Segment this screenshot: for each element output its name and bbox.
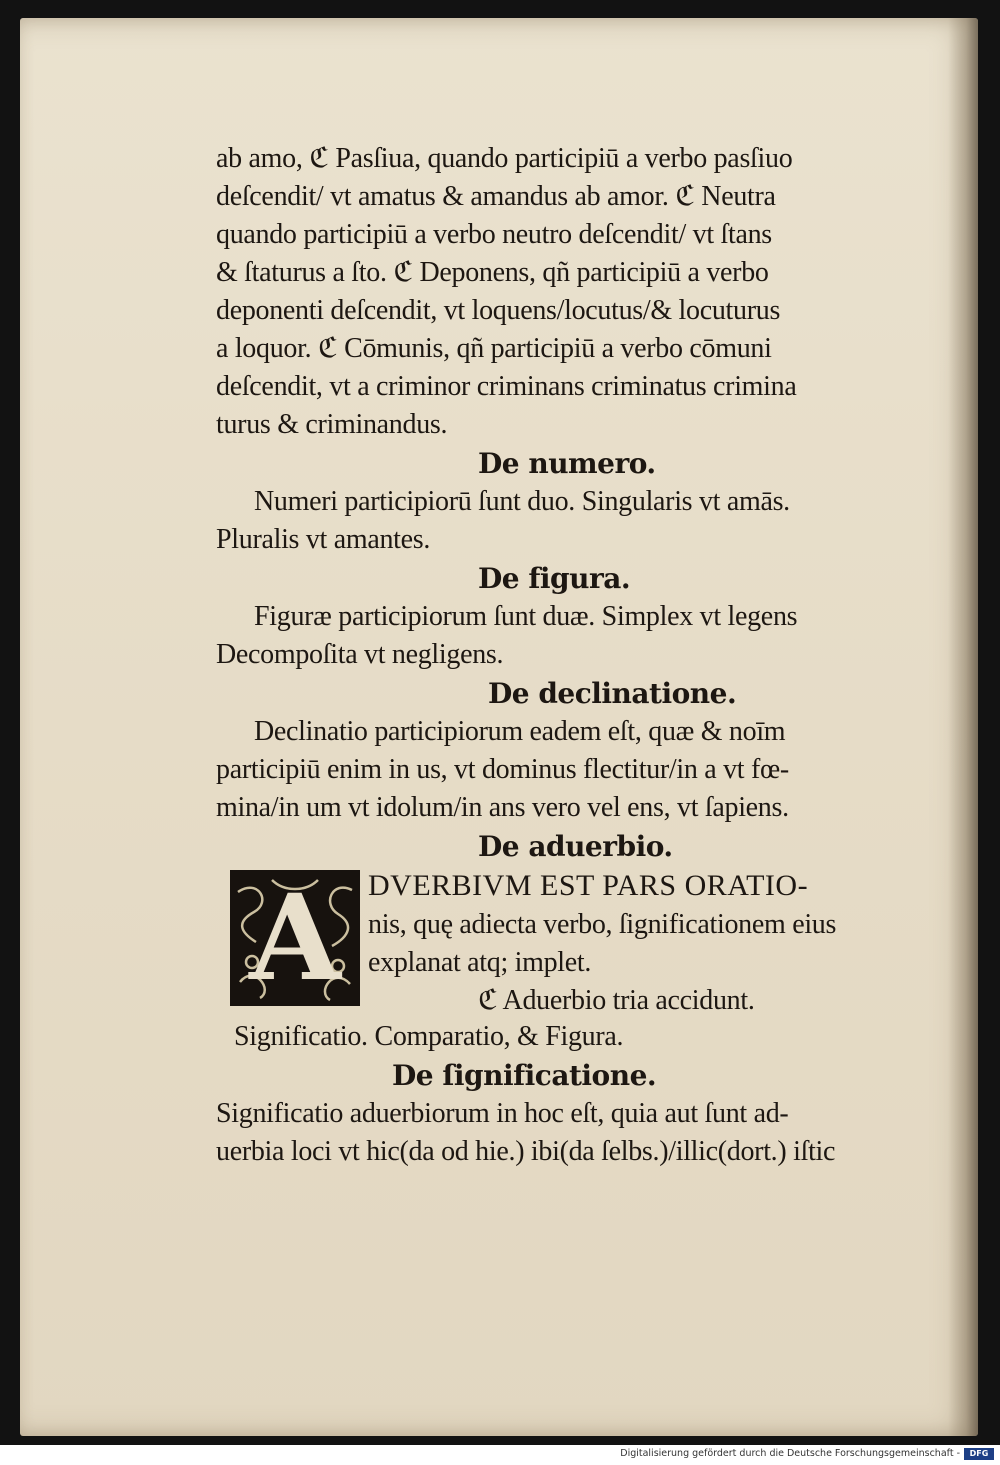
text-line: explanat atq; implet. xyxy=(368,947,592,978)
decorated-initial-section xyxy=(216,866,951,1018)
decorated-initial xyxy=(230,870,360,1006)
heading-de-figura: De figura. xyxy=(478,562,631,595)
text-beside-initial xyxy=(368,866,968,1020)
text-line: Declinatio participiorum eadem eſt, quæ & noīm xyxy=(254,716,786,747)
heading-de-aduerbio: De aduerbio. xyxy=(478,830,673,863)
text-line: deponenti deſcendit, vt loquens/locutus/& locuturus xyxy=(216,295,781,326)
initial-letter: A xyxy=(249,870,341,1006)
text-line: nis, quę adiecta verbo, ſignificationem eius xyxy=(368,909,837,940)
text-line: ab amo, ℭ Pasſiua, quando participiū a verbo pasſiuo xyxy=(216,143,793,174)
text-line: turus & criminandus. xyxy=(216,409,448,440)
text-line-capitals: DVERBIVM EST PARS ORATIO- xyxy=(368,869,809,902)
text-line: mina/in um vt idolum/in ans vero vel ens, vt ſapiens. xyxy=(216,792,789,823)
digitization-footer xyxy=(0,1445,1000,1465)
text-line: uerbia loci vt hic(da od hie.) ibi(da ſelbs.)/illic(dort.) iſtic xyxy=(216,1136,836,1167)
text-line: ℭ Aduerbio tria accidunt. xyxy=(478,985,755,1016)
heading-de-declinatione: De declinatione. xyxy=(488,677,737,710)
text-line: Significatio aduerbiorum in hoc eſt, quia aut ſunt ad- xyxy=(216,1098,789,1129)
text-line: Numeri participiorū ſunt duo. Singularis vt amās. xyxy=(254,486,790,517)
heading-de-significatione: De ſignificatione. xyxy=(392,1059,657,1092)
text-line: Figuræ participiorum ſunt duæ. Simplex vt legens xyxy=(254,601,798,632)
text-line: & ſtaturus a ſto. ℭ Deponens, qñ participiū a verbo xyxy=(216,257,769,288)
text-line: Significatio. Comparatio, & Figura. xyxy=(234,1021,624,1052)
page-text xyxy=(216,140,951,1171)
text-line: quando participiū a verbo neutro deſcendit/ vt ſtans xyxy=(216,219,772,250)
book-page xyxy=(20,18,978,1436)
text-line: deſcendit/ vt amatus & amandus ab amor. ℭ Neutra xyxy=(216,181,776,212)
text-line: a loquor. ℭ Cōmunis, qñ participiū a verbo cōmuni xyxy=(216,333,772,364)
dfg-logo: DFG xyxy=(964,1448,994,1460)
page-spine-shadow xyxy=(948,18,978,1436)
text-line: Pluralis vt amantes. xyxy=(216,524,431,555)
text-line: deſcendit, vt a criminor criminans criminatus crimina xyxy=(216,371,797,402)
footer-credit: Digitalisierung gefördert durch die Deutsche Forschungsgemeinschaft - xyxy=(620,1448,960,1459)
text-line: Decompoſita vt negligens. xyxy=(216,639,504,670)
heading-de-numero: De numero. xyxy=(478,447,656,480)
text-line: participiū enim in us, vt dominus flectitur/in a vt fœ- xyxy=(216,754,789,785)
